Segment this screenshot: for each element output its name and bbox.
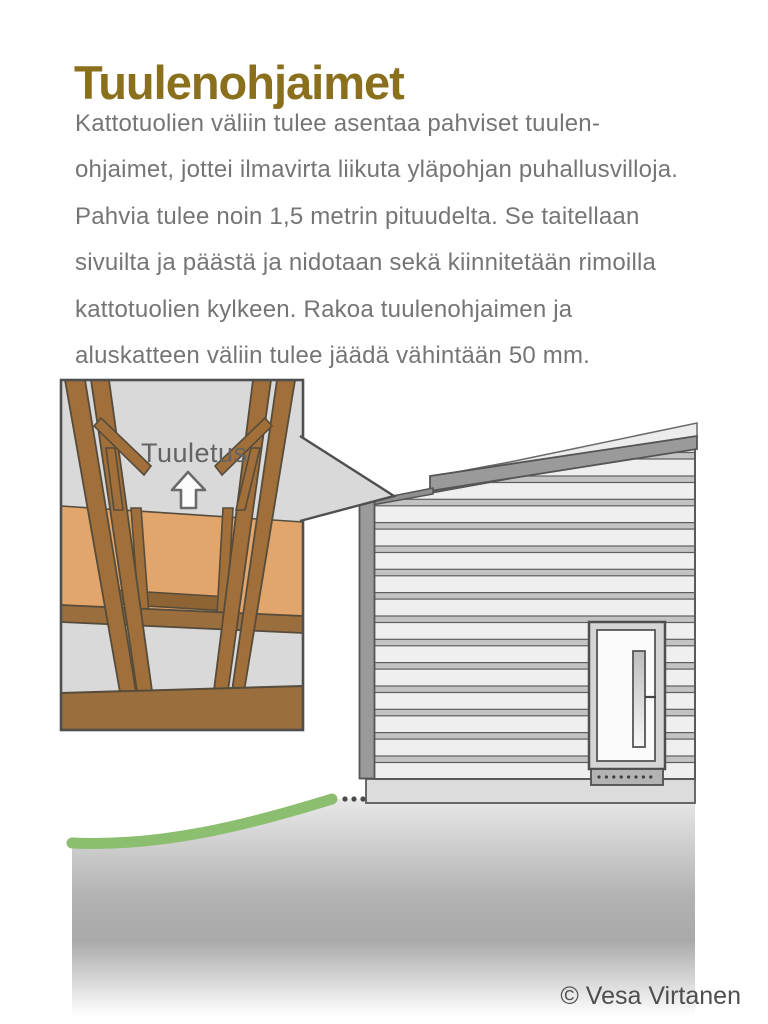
door-window xyxy=(633,651,645,747)
intro-line: Pahvia tulee noin 1,5 metrin pituudelta. Se taitellaan xyxy=(75,202,640,230)
intro-paragraph xyxy=(75,101,740,379)
dotted-gap xyxy=(342,796,365,801)
ventilation-label: Tuuletus xyxy=(141,438,248,468)
house xyxy=(360,423,698,803)
front-door xyxy=(589,622,665,785)
inset-detail xyxy=(61,380,394,730)
intro-line: Kattotuolien väliin tulee asentaa pahviset tuulen- xyxy=(75,110,601,137)
corner-board xyxy=(360,498,375,779)
bottom-chord xyxy=(61,686,303,730)
intro-line: aluskatteen väliin tulee jäädä vähintään 50 mm. xyxy=(75,341,591,369)
page-title: Tuulenohjaimet xyxy=(74,56,404,110)
intro-line: kattotuolien kylkeen. Rakoa tuulenohjaimen ja xyxy=(75,295,573,323)
intro-line: sivuilta ja päästä ja nidotaan sekä kiinnitetään rimoilla xyxy=(75,249,657,277)
door-leaf xyxy=(597,630,655,761)
copyright-notice: © Vesa Virtanen xyxy=(560,982,741,1010)
intro-line: ohjaimet, jottei ilmavirta liikuta yläpohjan puhallusvilloja. xyxy=(75,156,679,184)
